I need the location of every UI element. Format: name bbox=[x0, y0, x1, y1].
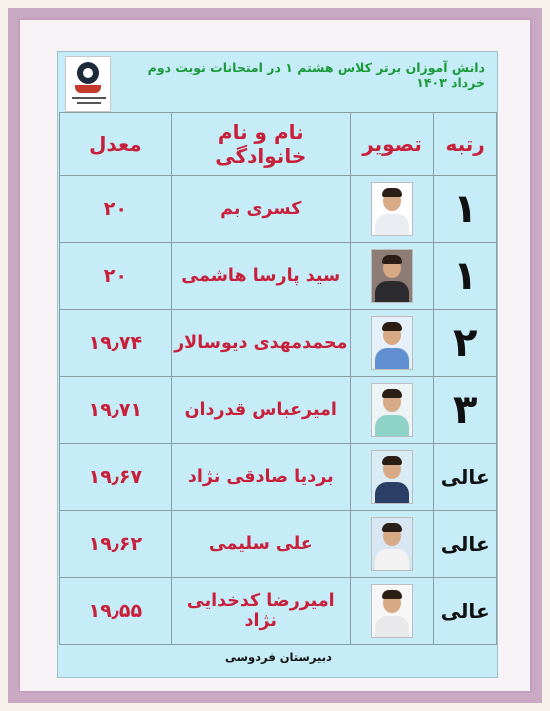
student-photo bbox=[371, 584, 413, 638]
student-photo bbox=[371, 182, 413, 236]
rank-cell bbox=[434, 444, 497, 511]
table-row bbox=[60, 444, 497, 511]
school-logo bbox=[65, 56, 111, 112]
name-cell bbox=[171, 444, 350, 511]
student-photo bbox=[371, 383, 413, 437]
name-cell bbox=[171, 511, 350, 578]
name-cell bbox=[171, 243, 350, 310]
student-photo bbox=[371, 450, 413, 504]
rank-value: ۲ bbox=[452, 320, 478, 366]
average-cell bbox=[60, 243, 172, 310]
rank-cell bbox=[434, 511, 497, 578]
rank-cell bbox=[434, 176, 497, 243]
students-table bbox=[59, 112, 497, 645]
student-average: ۲۰ bbox=[103, 265, 127, 287]
student-average: ۱۹٫۷۴ bbox=[88, 332, 143, 354]
rank-cell bbox=[434, 578, 497, 645]
table-row bbox=[60, 511, 497, 578]
student-average: ۱۹٫۶۲ bbox=[88, 533, 143, 555]
photo-cell bbox=[350, 511, 433, 578]
average-cell bbox=[60, 444, 172, 511]
name-cell bbox=[171, 377, 350, 444]
rank-value: ۱ bbox=[452, 186, 478, 232]
average-cell bbox=[60, 377, 172, 444]
rank-value: ۳ bbox=[452, 387, 478, 433]
table-row bbox=[60, 243, 497, 310]
student-name: علی سلیمی bbox=[208, 534, 313, 554]
rank-cell bbox=[434, 243, 497, 310]
average-cell bbox=[60, 578, 172, 645]
student-name: بردیا صادقی نژاد bbox=[187, 467, 334, 487]
student-name: امیرعباس قدردان bbox=[184, 400, 337, 420]
school-name-footer: دبیرستان فردوسی bbox=[225, 650, 332, 664]
header-rank: رتبه bbox=[434, 113, 497, 176]
student-name: امیررضا کدخدایی نژاد bbox=[186, 591, 335, 631]
rank-cell bbox=[434, 377, 497, 444]
student-name: کسری بم bbox=[220, 199, 302, 219]
table-row bbox=[60, 310, 497, 377]
name-cell bbox=[171, 176, 350, 243]
rank-value: عالی bbox=[440, 465, 490, 489]
photo-cell bbox=[350, 444, 433, 511]
name-cell bbox=[171, 310, 350, 377]
student-average: ۱۹٫۷۱ bbox=[88, 399, 143, 421]
photo-cell bbox=[350, 310, 433, 377]
table-row bbox=[60, 176, 497, 243]
page-title: دانش آموزان برتر کلاس هشتم ۱ در امتحانات نوبت دوم خرداد ۱۴۰۳ bbox=[147, 60, 485, 90]
student-photo bbox=[371, 316, 413, 370]
student-name: سید پارسا هاشمی bbox=[181, 266, 341, 286]
logo-book-icon bbox=[75, 85, 101, 93]
student-average: ۲۰ bbox=[103, 198, 127, 220]
table-row bbox=[60, 578, 497, 645]
student-name: محمدمهدی دیوسالار bbox=[174, 333, 348, 353]
name-cell bbox=[171, 578, 350, 645]
rank-value: عالی bbox=[440, 532, 490, 556]
student-average: ۱۹٫۵۵ bbox=[88, 600, 143, 622]
student-photo bbox=[371, 517, 413, 571]
student-average: ۱۹٫۶۷ bbox=[88, 466, 143, 488]
photo-cell bbox=[350, 578, 433, 645]
rank-value: عالی bbox=[440, 599, 490, 623]
honor-board bbox=[57, 51, 498, 678]
photo-cell bbox=[350, 176, 433, 243]
logo-emblem-icon bbox=[77, 62, 99, 84]
header-photo: تصویر bbox=[350, 113, 433, 176]
header-average: معدل bbox=[60, 113, 172, 176]
header-name: نام و نام خانوادگی bbox=[171, 113, 350, 176]
photo-cell bbox=[350, 243, 433, 310]
table-row bbox=[60, 377, 497, 444]
student-photo bbox=[371, 249, 413, 303]
rank-value: ۱ bbox=[452, 253, 478, 299]
average-cell bbox=[60, 310, 172, 377]
rank-cell bbox=[434, 310, 497, 377]
average-cell bbox=[60, 511, 172, 578]
average-cell bbox=[60, 176, 172, 243]
photo-cell bbox=[350, 377, 433, 444]
logo-text-lines bbox=[72, 97, 106, 107]
table-header-row bbox=[60, 113, 497, 176]
